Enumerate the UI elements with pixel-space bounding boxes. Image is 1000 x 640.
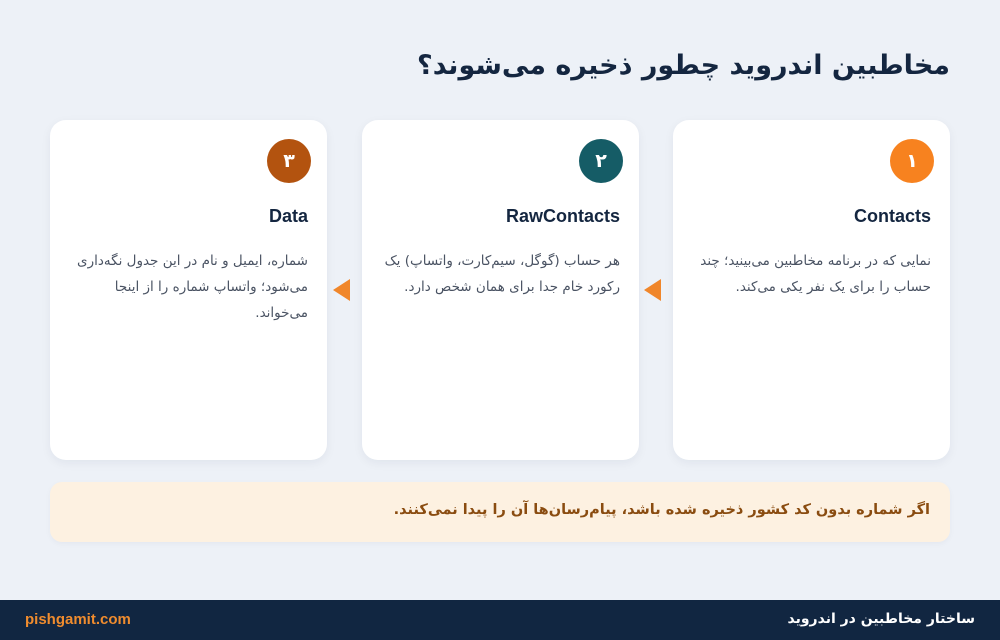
card-title-contacts: Contacts bbox=[853, 206, 931, 226]
card-title-data: Data bbox=[268, 206, 308, 226]
card-description-contacts: نمایی که در برنامه مخاطبین می‌بینید؛ چند حساب را برای یک نفر یکی می‌کند. bbox=[700, 253, 931, 295]
cards-row bbox=[50, 120, 950, 460]
card-contacts bbox=[673, 120, 950, 460]
warning-note-text: اگر شماره بدون کد کشور ذخیره شده باشد، پیام‌رسان‌ها آن را پیدا نمی‌کنند. bbox=[393, 502, 930, 518]
card-title-rawcontacts: RawContacts bbox=[505, 206, 620, 226]
footer-bar bbox=[0, 600, 1000, 640]
footer-site-link[interactable]: pishgamit.com bbox=[25, 611, 131, 628]
warning-note bbox=[50, 482, 950, 542]
card-rawcontacts bbox=[362, 120, 639, 460]
card-description-rawcontacts: هر حساب (گوگل، سیم‌کارت، واتساپ) یک رکورد خام جدا برای همان شخص دارد. bbox=[384, 253, 620, 295]
step-badge-3: ۳ bbox=[267, 139, 311, 183]
step-badge-2: ۲ bbox=[579, 139, 623, 183]
card-data bbox=[50, 120, 327, 460]
triangle-left-arrow-icon bbox=[644, 279, 661, 301]
step-badge-1: ۱ bbox=[890, 139, 934, 183]
page-title: مخاطبین اندروید چطور ذخیره می‌شوند؟ bbox=[417, 50, 950, 81]
card-description-data: شماره، ایمیل و نام در این جدول نگه‌داری می‌شود؛ واتساپ شماره را از اینجا می‌خواند. bbox=[77, 253, 308, 321]
triangle-left-arrow-icon bbox=[333, 279, 350, 301]
footer-title: ساختار مخاطبین در اندروید bbox=[787, 611, 975, 627]
